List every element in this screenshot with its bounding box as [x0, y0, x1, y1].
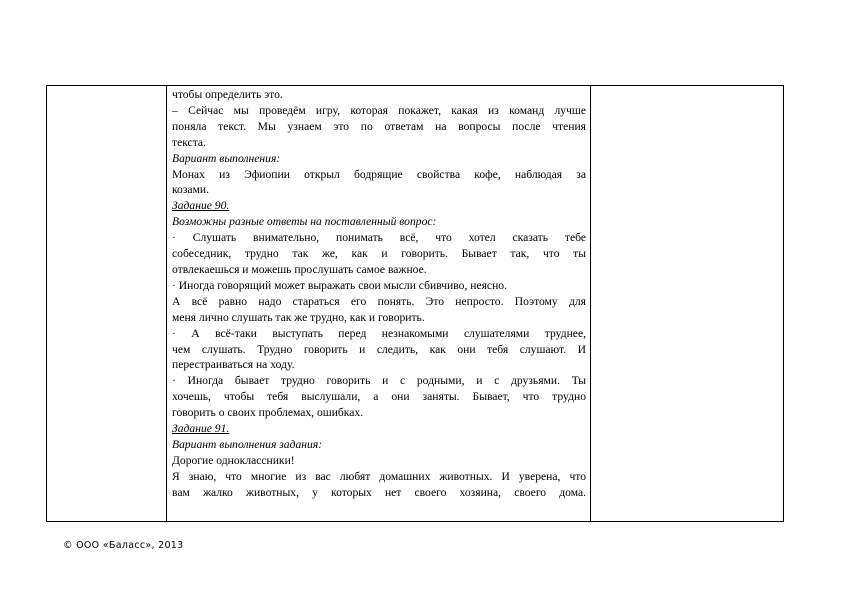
content-table — [46, 85, 784, 522]
text-line: · Иногда бывает трудно говорить и с родными, и с друзьями. Ты — [172, 374, 586, 388]
table-right-column — [592, 86, 783, 521]
text-line: · Иногда говорящий может выражать свои мысли сбивчиво, неясно. — [172, 278, 507, 292]
table-text-column — [167, 86, 591, 521]
text-line: козами. — [172, 183, 210, 197]
text-line: Вариант выполнения задания: — [172, 437, 323, 451]
text-line: хочешь, чтобы тебя выслушали, а они заняты. Бывает, что трудно — [172, 390, 586, 404]
text-line: текста. — [172, 135, 206, 149]
text-line: А всё равно надо стараться его понять. Это непросто. Поэтому для — [172, 294, 586, 308]
text-line: меня лично слушать так же трудно, как и говорить. — [172, 310, 425, 324]
text-line: отвлекаешься и можешь прослушать самое важное. — [172, 262, 427, 276]
text-line: Задание 90. — [172, 199, 230, 213]
text-line: говорить о своих проблемах, ошибках. — [172, 406, 364, 420]
text-line: чтобы определить это. — [172, 88, 283, 101]
text-line: · Слушать внимательно, понимать всё, что хотел сказать тебе — [172, 231, 586, 245]
table-left-column — [47, 86, 167, 521]
text-line: поняла текст. Мы узнаем это по ответам на вопросы после чтения — [172, 119, 586, 133]
copyright-footer: © ООО «Баласс», 2013 — [63, 540, 184, 551]
text-line: Задание 91. — [172, 422, 230, 436]
text-line: перестраиваться на ходу. — [172, 358, 295, 372]
text-line: – Сейчас мы проведём игру, которая покажет, какая из команд лучше — [172, 103, 586, 117]
text-line: Монах из Эфиопии открыл бодрящие свойства кофе, наблюдая за — [172, 167, 586, 181]
text-line: вам жалко животных, у которых нет своего хозяина, своего дома. — [172, 485, 586, 499]
text-line: Вариант выполнения: — [172, 151, 281, 165]
text-line: Я знаю, что многие из вас любят домашних животных. И уверена, что — [172, 469, 586, 483]
text-line: Дорогие одноклассники! — [172, 453, 295, 467]
text-line: · А всё-таки выступать перед незнакомыми слушателями труднее, — [172, 326, 586, 340]
text-line: собеседник, трудно так же, как и говорить. Бывает так, что ты — [172, 247, 586, 261]
text-line: чем слушать. Трудно говорить и следить, как они тебя слушают. И — [172, 342, 586, 356]
text-line: Возможны разные ответы на поставленный вопрос: — [172, 215, 437, 229]
